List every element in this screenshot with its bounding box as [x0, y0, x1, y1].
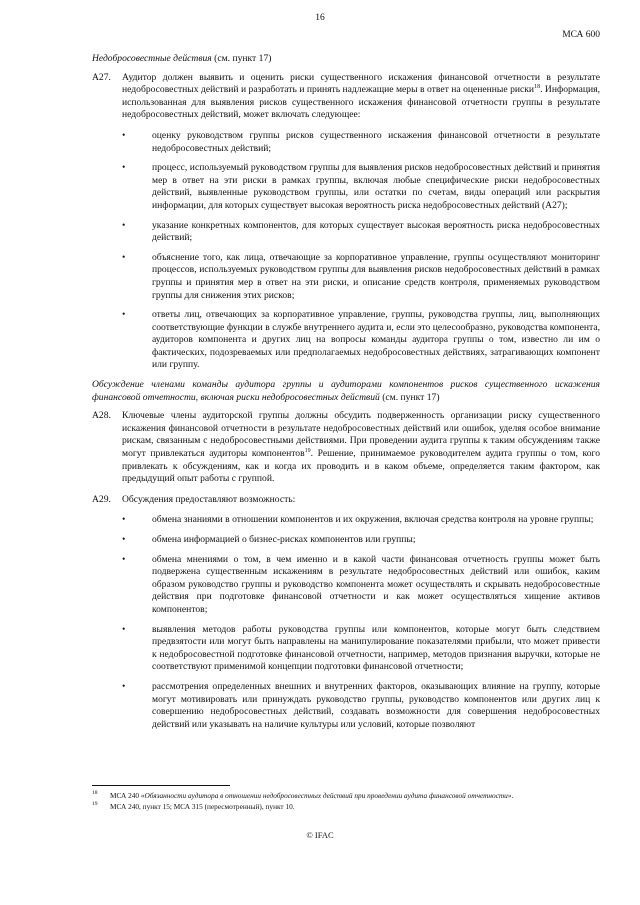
list-item: • указание конкретных компонентов, для которых существует высокая вероятность риска недобросовестных действий; — [122, 220, 600, 245]
footnote-text: МСА 240 « — [110, 791, 145, 800]
paragraph-a29 — [92, 494, 600, 507]
footnotes — [92, 790, 600, 812]
list-item: • рассмотрения определенных внешних и внутренних факторов, оказывающих влияние на группу, которые могут мотивировать или принуждать руководство группы, руководство компонентов или других лиц к совершению недобросовестных действий, создавать возможности для совершения недобросовестных действий или указывать на наличие культуры или условий, которые позволяют — [122, 681, 600, 731]
list-item: • обмена информацией о бизнес-рисках компонентов или группы; — [122, 534, 600, 547]
list-item: • обмена мнениями о том, в чем именно и в какой части финансовая отчетность группы может быть подвержена существенным искажениям в результате недобросовестных действий или ошибок, каким образом руководство группы и руководство компонента может осуществлять и скрывать недобросовестные действия при подготовке финансовой отчетности и как может осуществляться хищение активов компонентов; — [122, 554, 600, 617]
paragraph-number: А27. — [92, 71, 111, 83]
footnote-text: МСА 240, пункт 15; МСА 315 (пересмотренный), пункт 10. — [110, 802, 295, 811]
footnote-title: Обязанности аудитора в отношении недобросовестных действий при проведении аудита финансовой отчетности — [144, 791, 508, 800]
footnote-number: 18 — [92, 790, 98, 796]
footnote-divider — [92, 785, 230, 786]
list-item: • ответы лиц, отвечающих за корпоративное управление, группы, руководства группы, лиц, выполняющих соответствующие функции в службе внутреннего аудита и, если это целесообразно, руководства компонента, аудиторов компонента и других лиц на вопросы команды аудитора группы о том, известно ли им о фактических, подозреваемых или предполагаемых недобросовестных действиях, затрагивающих компонент или группу. — [122, 309, 600, 372]
paragraph-text-cont: . Информация, использованная для выявления рисков существенного искажения финансовой отчетности группы в результате недобросовестных действий, может включать следующее: — [122, 84, 600, 121]
page-number: 16 — [315, 13, 325, 23]
document-body — [92, 53, 600, 738]
heading-text: Обсуждение членами команды аудитора группы и аудиторами компонентов рисков существенного искажения финансовой отчетности, включая риски недобросовестных действий — [92, 379, 600, 403]
paragraph-text-cont: . Решение, принимаемое руководителем аудита группы о том, кого привлекать к обсуждениям, как и когда их проводить и в каком объеме, определяется таким фактором, как предыдущий опыт работы с группой. — [122, 448, 600, 485]
heading-ref: (см. пункт 17) — [379, 391, 440, 403]
heading-text: Недобросовестные действия — [92, 53, 212, 64]
list-item: • процесс, используемый руководством группы для выявления рисков недобросовестных действий и принятия мер в ответ на эти риски в рамках группы, включая любые специфические риски недобросовестных действий, выявленные руководством группы, или остатки по счетам, виды операций или раскрытия информации, для которых существует высокая вероятность риска недобросовестных действий (А27); — [122, 162, 600, 212]
list-item: • обмена знаниями в отношении компонентов и их окружения, включая средства контроля на уровне группы; — [122, 514, 600, 527]
paragraph-number: А28. — [92, 410, 111, 422]
list-item: • объяснение того, как лица, отвечающие за корпоративное управление, группы осуществляют мониторинг процессов, используемых руководством группы для выявления рисков недобросовестных действий в рамках группы и принятия мер в ответ на эти риски, и описание средств контроля, применяемых руководством группы для снижения этих рисков; — [122, 252, 600, 302]
footnote-18 — [92, 790, 600, 801]
section-heading-discussion — [92, 379, 600, 404]
footer-copyright: © IFAC — [306, 830, 334, 840]
a29-bullet-list — [122, 514, 600, 731]
paragraph-text: Аудитор должен выявить и оценить риски существенного искажения финансовой отчетности в результате недобросовестных действий и разработать и принять надлежащие меры в ответ на оцененные риски — [122, 71, 600, 96]
document-code: МСА 600 — [562, 30, 600, 40]
paragraph-text: Обсуждения предоставляют возможность: — [122, 493, 296, 505]
footnote-ref-19: 19 — [304, 447, 311, 454]
a27-bullet-list — [122, 130, 600, 372]
heading-ref: (см. пункт 17) — [211, 53, 272, 64]
footnote-19 — [92, 801, 600, 812]
footnote-text-end: ». — [507, 791, 514, 800]
paragraph-text: Ключевые члены аудиторской группы должны обсудить подверженность организации риску существенного искажения финансовой отчетности в результате недобросовестных действий или ошибок, уделяя особое внимание рискам, связанным с недобросовестными действиями. При проведении аудита группы к таким обсуждениям также могут привлекаться аудиторы компонентов — [122, 410, 600, 460]
paragraph-number: А29. — [92, 493, 111, 505]
footnote-ref-18: 18 — [534, 84, 541, 90]
list-item: • оценку руководством группы рисков существенного искажения финансовой отчетности в результате недобросовестных действий; — [122, 130, 600, 155]
paragraph-a28 — [92, 410, 600, 486]
section-heading-fraud — [92, 53, 600, 66]
footnote-number: 19 — [92, 801, 98, 807]
list-item: • выявления методов работы руководства группы или компонентов, которые могут быть следствием предвзятости или могут быть направлены на манипулирование показателями прибыли, что может привести к недобросовестной подготовке финансовой отчетности, например, методов признания выручки, которые не соответствуют применимой концепции подготовки финансовой отчетности; — [122, 624, 600, 674]
paragraph-a27 — [92, 72, 600, 122]
